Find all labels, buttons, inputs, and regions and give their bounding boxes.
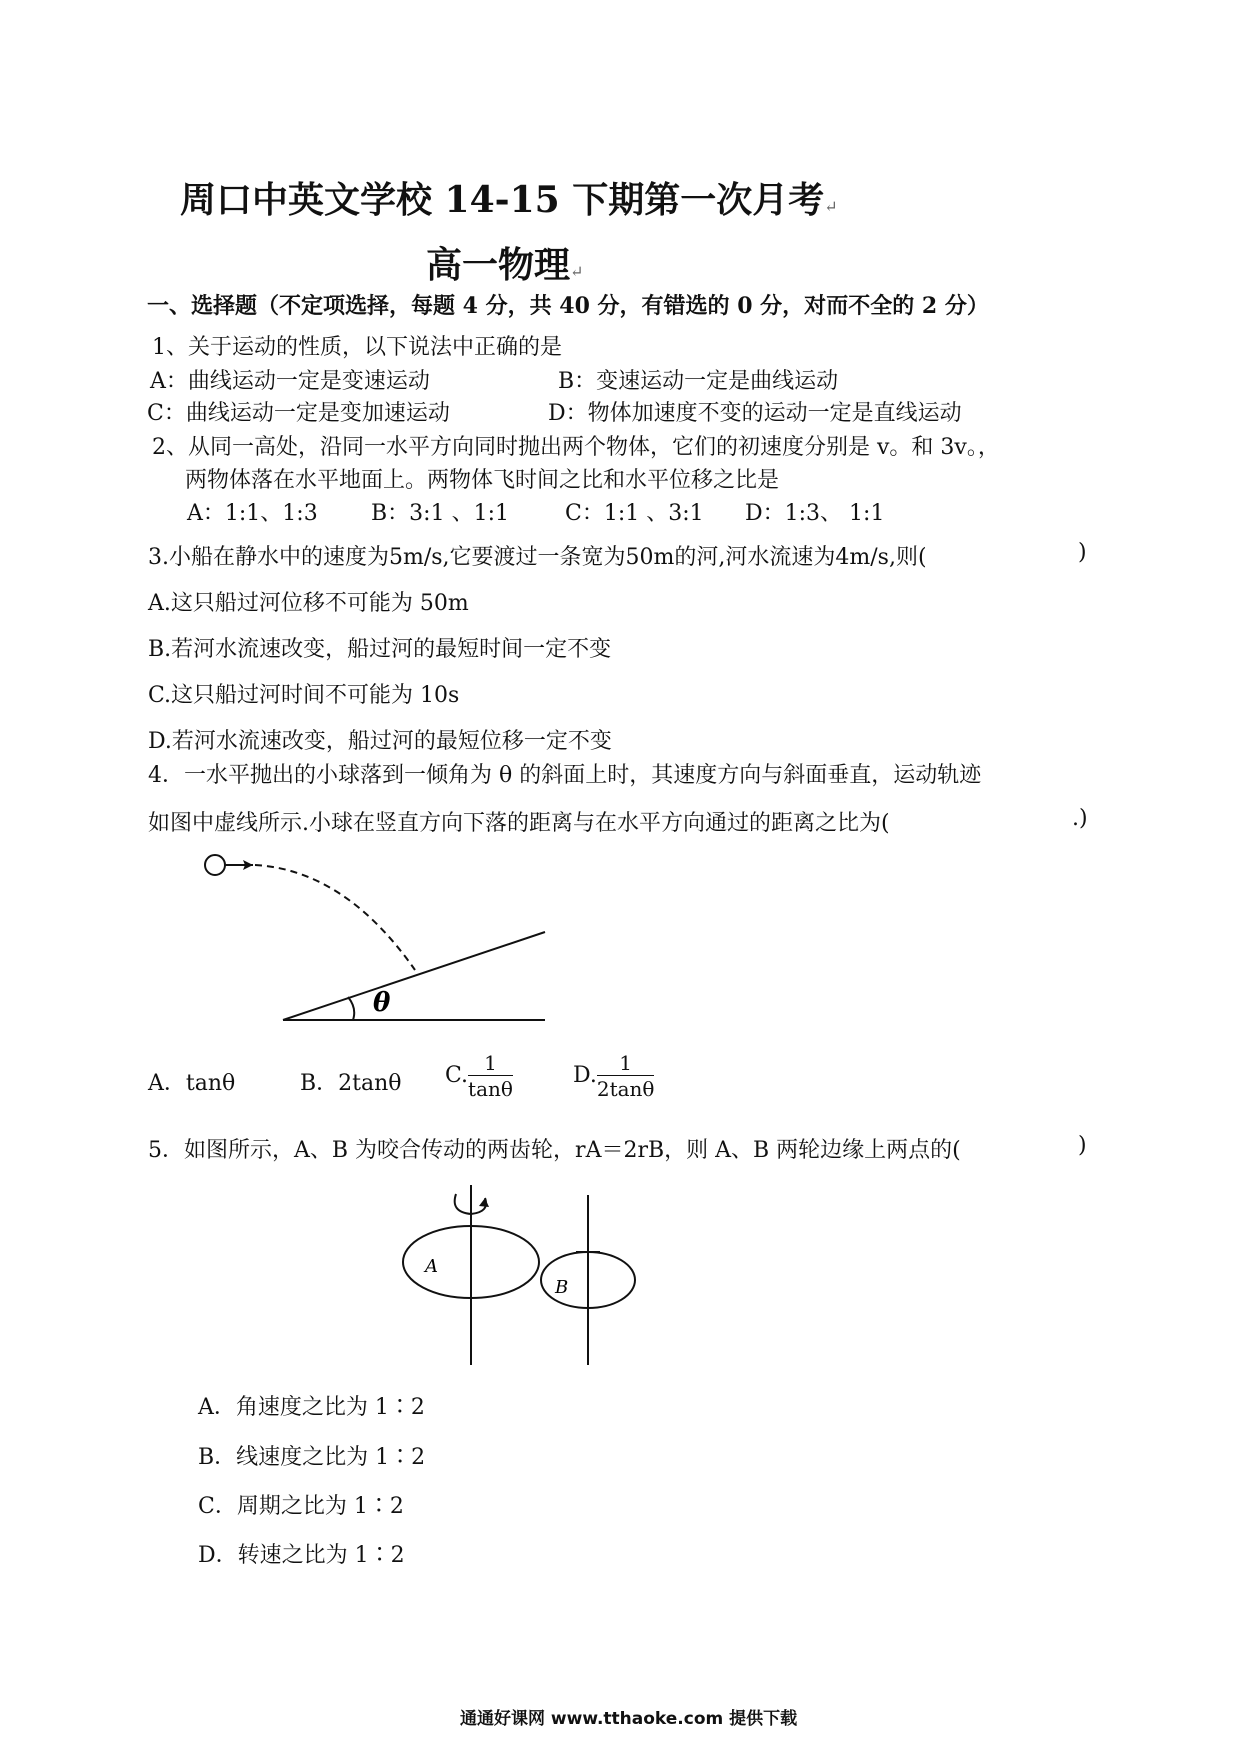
q5-stem: 5．如图所示，A、B 为咬合传动的两齿轮，rA＝2rB，则 A、B 两轮边缘上两点的( [148, 1138, 961, 1163]
q5-paren-close: ) [1078, 1133, 1087, 1158]
trajectory-dashed [255, 865, 415, 970]
q3-paren-close: ) [1078, 540, 1087, 565]
q2-option-c: C：1:1 、3:1 [565, 501, 704, 526]
q5-option-b: B．线速度之比为 1∶2 [198, 1445, 426, 1470]
q4-stem-line1: 4．一水平抛出的小球落到一倾角为 θ 的斜面上时，其速度方向与斜面垂直，运动轨迹 [148, 763, 982, 788]
exam-title: 周口中英文学校 14-15 下期第一次月考↵ [180, 179, 838, 221]
gear-a-label: A [425, 1256, 438, 1277]
q2-stem-line2: 两物体落在水平地面上。两物体飞时间之比和水平位移之比是 [185, 468, 780, 493]
q2-stem-line1: 2、从同一高处，沿同一水平方向同时抛出两个物体，它们的初速度分别是 v。和 3v。， [152, 435, 1000, 460]
fraction: $\frac{1}{2\tan\theta}$ [596, 1051, 655, 1101]
q2-option-d: D：1:3、 1:1 [745, 501, 885, 526]
q1-option-b: B：变速运动一定是曲线运动 [558, 369, 839, 394]
gears-figure [390, 1180, 660, 1365]
q5-option-d: D．转速之比为 1∶2 [198, 1543, 405, 1568]
q1-option-d: D：物体加速度不变的运动一定是直线运动 [548, 401, 962, 426]
q4-stem-line2: 如图中虚线所示.小球在竖直方向下落的距离与在水平方向通过的距离之比为( [148, 811, 890, 836]
incline-line [283, 932, 545, 1020]
q5-option-a: A．角速度之比为 1∶2 [198, 1395, 425, 1420]
q3-stem: 3.小船在静水中的速度为5m/s,它要渡过一条宽为50m的河,河水流速为4m/s,则( [148, 545, 927, 570]
q1-option-a: A：曲线运动一定是变速运动 [150, 369, 430, 394]
q4-option-b: B．2tanθ [300, 1071, 402, 1096]
paragraph-mark: ↵ [824, 197, 838, 216]
fraction: $\frac{1}{\tan\theta}$ [468, 1051, 513, 1101]
q2-option-b: B：3:1 、1:1 [371, 501, 509, 526]
rotation-arrowhead [479, 1198, 489, 1207]
section-heading: 一、选择题（不定项选择，每题 4 分，共 40 分，有错选的 0 分，对而不全的 2 分） [147, 293, 989, 319]
q4-option-a: A．tanθ [148, 1071, 236, 1096]
q3-option-b: B.若河水流速改变，船过河的最短时间一定不变 [148, 637, 612, 662]
angle-label: θ [373, 988, 391, 1018]
q4-option-c: C. $\frac{1}{\tan\theta}$ [445, 1051, 513, 1101]
q1-option-c: C：曲线运动一定是变加速运动 [147, 401, 450, 426]
q1-stem: 1、关于运动的性质，以下说法中正确的是 [152, 335, 562, 360]
q4-option-d: D. $\frac{1}{2\tan\theta}$ [573, 1051, 655, 1101]
q4-paren-close: .) [1072, 806, 1088, 831]
q3-option-d: D.若河水流速改变，船过河的最短位移一定不变 [148, 729, 612, 754]
footer-text: 通通好课网 www.tthaoke.com 提供下载 [460, 1709, 798, 1729]
ball [205, 855, 225, 875]
q2-option-a: A：1:1、1:3 [187, 501, 318, 526]
paragraph-mark: ↵ [570, 262, 584, 281]
angle-arc [348, 997, 354, 1020]
q3-option-c: C.这只船过河时间不可能为 10s [148, 683, 460, 708]
gear-b-label: B [555, 1277, 569, 1298]
q3-option-a: A.这只船过河位移不可能为 50m [148, 591, 469, 616]
incline-projectile-figure [195, 845, 555, 1030]
exam-subtitle: 高一物理↵ [426, 244, 584, 286]
q5-option-c: C．周期之比为 1∶2 [198, 1494, 404, 1519]
